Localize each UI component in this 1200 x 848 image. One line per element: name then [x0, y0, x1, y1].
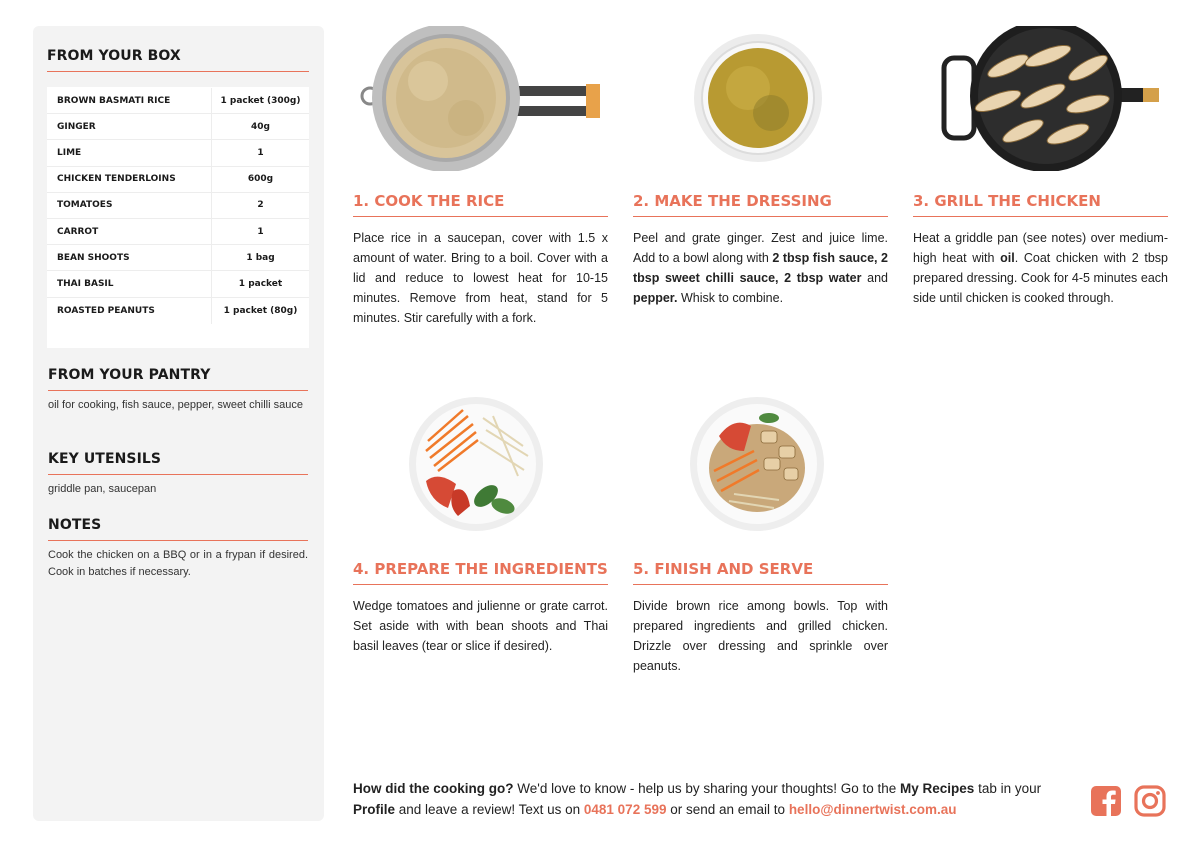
step-text-run: Peel and grate ginger. Zest and juice lime. Add to a bowl along with	[633, 231, 888, 265]
ingredient-qty: 40g	[251, 121, 270, 132]
notes-section	[48, 517, 308, 581]
step-3-text	[913, 228, 1168, 308]
step-5-text	[633, 596, 888, 676]
step-4	[353, 560, 608, 656]
instagram-icon[interactable]	[1134, 785, 1166, 817]
step-1-text	[353, 228, 608, 328]
phone-number-link[interactable]: 0481 072 599	[583, 802, 667, 817]
step-text-run: 2 tbsp fish sauce, 2 tbsp sweet chilli sauce, 2 tbsp water	[633, 251, 888, 285]
feedback-footer	[353, 778, 1073, 820]
ingredient-row	[47, 114, 309, 140]
ingredient-qty: 1	[257, 147, 264, 158]
ingredient-row	[47, 193, 309, 219]
step-text-run: . Coat chicken with 2 tbsp prepared dressing. Cook for 4-5 minutes each side until chicken is cooked through.	[913, 251, 1168, 305]
ingredients-table	[47, 87, 309, 348]
my-recipes-link[interactable]: My Recipes	[900, 781, 975, 796]
ingredient-name: TOMATOES	[47, 193, 212, 218]
notes-text: Cook the chicken on a BBQ or in a frypan if desired. Cook in batches if necessary.	[48, 549, 308, 578]
pantry-section	[48, 367, 308, 414]
utensils-title: KEY UTENSILS	[48, 451, 308, 475]
step-1	[353, 192, 608, 328]
step-4-text	[353, 596, 608, 656]
ingredient-name: CARROT	[47, 219, 212, 244]
ingredient-name: ROASTED PEANUTS	[47, 298, 212, 324]
dressing-bowl-image	[693, 33, 823, 163]
facebook-icon[interactable]	[1090, 785, 1122, 817]
step-1-title: 1. COOK THE RICE	[353, 192, 608, 217]
footer-text-2: tab in your	[974, 781, 1042, 796]
footer-text-4: or send an email to	[666, 802, 789, 817]
step-2-text	[633, 228, 888, 308]
from-your-box-section	[47, 48, 309, 348]
step-2	[633, 192, 888, 308]
step-3-title: 3. GRILL THE CHICKEN	[913, 192, 1168, 217]
ingredient-name: BROWN BASMATI RICE	[47, 88, 212, 113]
pantry-title: FROM YOUR PANTRY	[48, 367, 308, 391]
step-5	[633, 560, 888, 676]
ingredient-name: THAI BASIL	[47, 271, 212, 296]
utensils-section	[48, 451, 308, 498]
ingredient-qty: 1 packet	[238, 278, 283, 289]
ingredient-row	[47, 219, 309, 245]
ingredient-qty: 1 packet (300g)	[220, 95, 301, 106]
ingredient-name: CHICKEN TENDERLOINS	[47, 167, 212, 192]
ingredient-row	[47, 271, 309, 297]
step-text-run: oil	[1000, 251, 1015, 265]
step-text-run: Place rice in a saucepan, cover with 1.5 x amount of water. Bring to a boil. Cover with a lid and reduce to lowest heat for 10-15 minutes. Remove from heat, stand for 5 minutes. Stir carefully with a fork.	[353, 231, 608, 325]
griddle-chicken-image	[938, 26, 1163, 171]
step-text-run: pepper.	[633, 291, 678, 305]
footer-question: How did the cooking go?	[353, 781, 514, 796]
utensils-text: griddle pan, saucepan	[48, 483, 157, 495]
ingredient-qty: 600g	[247, 174, 274, 185]
step-4-title: 4. PREPARE THE INGREDIENTS	[353, 560, 608, 585]
step-5-title: 5. FINISH AND SERVE	[633, 560, 888, 585]
rice-colander-image	[358, 26, 603, 171]
footer-text-1: We'd love to know - help us by sharing your thoughts! Go to the	[513, 781, 901, 796]
step-3	[913, 192, 1168, 308]
ingredient-qty: 1 bag	[246, 252, 275, 263]
ingredient-name: BEAN SHOOTS	[47, 245, 212, 270]
footer-text-3: and leave a review! Text us on	[395, 802, 584, 817]
step-text-run: Whisk to combine.	[677, 291, 784, 305]
step-text-run: and	[861, 271, 888, 285]
email-link[interactable]: hello@dinnertwist.com.au	[788, 802, 957, 817]
ingredient-name: LIME	[47, 140, 212, 165]
step-text-run: Divide brown rice among bowls. Top with prepared ingredients and grilled chicken. Drizzle over dressing and sprinkle over peanuts.	[633, 599, 888, 673]
ingredient-row	[47, 88, 309, 114]
finished-bowl-image	[689, 396, 825, 532]
sidebar	[33, 26, 324, 821]
ingredient-row	[47, 140, 309, 166]
profile-link[interactable]: Profile	[353, 802, 396, 817]
ingredient-row	[47, 298, 309, 324]
ingredient-qty: 1	[257, 226, 264, 237]
notes-title: NOTES	[48, 517, 308, 541]
ingredient-row	[47, 245, 309, 271]
ingredient-qty: 1 packet (80g)	[223, 305, 298, 316]
pantry-text: oil for cooking, fish sauce, pepper, sweet chilli sauce	[48, 399, 303, 411]
ingredient-name: GINGER	[47, 114, 212, 139]
ingredient-qty: 2	[257, 200, 264, 211]
from-your-box-title: FROM YOUR BOX	[47, 48, 309, 72]
step-text-run: Heat a griddle pan (see notes) over medium-high heat with	[913, 231, 1168, 265]
ingredient-row	[47, 167, 309, 193]
step-2-title: 2. MAKE THE DRESSING	[633, 192, 888, 217]
step-text-run: Wedge tomatoes and julienne or grate carrot. Set aside with with bean shoots and Thai basil leaves (tear or slice if desired).	[353, 599, 608, 653]
prepared-vegetables-plate-image	[408, 396, 544, 532]
